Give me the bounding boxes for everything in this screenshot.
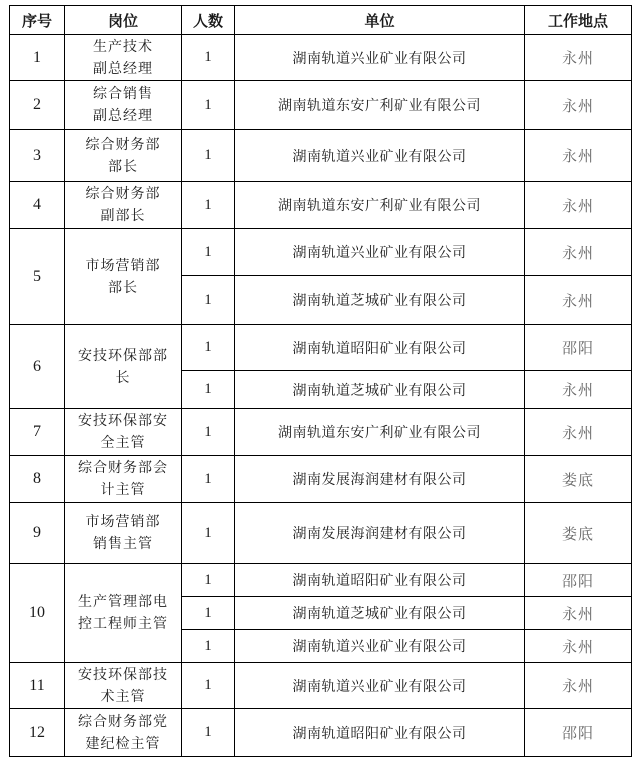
unit-cell: 湖南轨道芝城矿业有限公司 bbox=[235, 276, 525, 325]
count-cell: 1 bbox=[182, 35, 235, 81]
location-cell: 邵阳 bbox=[525, 325, 632, 371]
position-line-2: 副总经理 bbox=[93, 108, 153, 124]
position-line-2: 控工程师主管 bbox=[78, 616, 168, 632]
header-unit: 单位 bbox=[235, 6, 525, 35]
count-cell: 1 bbox=[182, 709, 235, 757]
unit-cell: 湖南轨道昭阳矿业有限公司 bbox=[235, 709, 525, 757]
count-cell: 1 bbox=[182, 325, 235, 371]
position-cell bbox=[65, 229, 182, 325]
position-line-1: 生产管理部电 bbox=[78, 594, 168, 610]
position-line-1: 综合财务部党 bbox=[78, 713, 168, 730]
position-line-2: 副总经理 bbox=[93, 60, 153, 77]
count-cell: 1 bbox=[182, 409, 235, 456]
seq-cell: 5 bbox=[10, 229, 65, 325]
seq-cell: 6 bbox=[10, 325, 65, 409]
count-cell: 1 bbox=[182, 597, 235, 630]
header-row bbox=[10, 6, 632, 35]
table-row bbox=[10, 35, 632, 81]
seq-cell: 10 bbox=[10, 564, 65, 663]
position-cell bbox=[65, 325, 182, 409]
position-cell bbox=[65, 409, 182, 456]
position-line-2: 全主管 bbox=[100, 435, 146, 451]
table-row bbox=[10, 503, 632, 564]
header-count: 人数 bbox=[182, 6, 235, 35]
count-cell: 1 bbox=[182, 81, 235, 130]
table-row bbox=[10, 182, 632, 229]
position-line-1: 综合财务部 bbox=[85, 136, 161, 153]
unit-cell: 湖南轨道兴业矿业有限公司 bbox=[235, 229, 525, 276]
seq-cell: 9 bbox=[10, 503, 65, 564]
position-line-2: 计主管 bbox=[100, 482, 146, 498]
seq-cell: 1 bbox=[10, 35, 65, 81]
position-cell bbox=[65, 35, 182, 81]
recruitment-table bbox=[9, 5, 632, 757]
seq-cell: 3 bbox=[10, 130, 65, 182]
count-cell: 1 bbox=[182, 456, 235, 503]
unit-cell: 湖南轨道昭阳矿业有限公司 bbox=[235, 564, 525, 597]
count-cell: 1 bbox=[182, 663, 235, 709]
location-cell: 永州 bbox=[525, 597, 632, 630]
position-line-1: 市场营销部 bbox=[85, 514, 161, 530]
count-cell: 1 bbox=[182, 564, 235, 597]
unit-cell: 湖南轨道昭阳矿业有限公司 bbox=[235, 325, 525, 371]
position-line-2: 术主管 bbox=[100, 688, 146, 705]
location-cell: 永州 bbox=[525, 663, 632, 709]
unit-cell: 湖南轨道东安广利矿业有限公司 bbox=[235, 409, 525, 456]
table-row bbox=[10, 663, 632, 709]
seq-cell: 11 bbox=[10, 663, 65, 709]
location-cell: 永州 bbox=[525, 35, 632, 81]
location-cell: 永州 bbox=[525, 130, 632, 182]
unit-cell: 湖南轨道兴业矿业有限公司 bbox=[235, 35, 525, 81]
position-cell bbox=[65, 81, 182, 130]
position-cell bbox=[65, 130, 182, 182]
position-line-1: 综合财务部 bbox=[85, 186, 161, 202]
location-cell: 永州 bbox=[525, 182, 632, 229]
count-cell: 1 bbox=[182, 371, 235, 409]
unit-cell: 湖南轨道东安广利矿业有限公司 bbox=[235, 81, 525, 130]
count-cell: 1 bbox=[182, 182, 235, 229]
location-cell: 娄底 bbox=[525, 503, 632, 564]
table-row bbox=[10, 229, 632, 276]
position-line-2: 部长 bbox=[108, 158, 138, 175]
seq-cell: 12 bbox=[10, 709, 65, 757]
unit-cell: 湖南轨道兴业矿业有限公司 bbox=[235, 130, 525, 182]
position-line-1: 市场营销部 bbox=[85, 257, 161, 274]
position-line-1: 综合财务部会 bbox=[78, 460, 168, 476]
count-cell: 1 bbox=[182, 276, 235, 325]
position-line-1: 安技环保部安 bbox=[78, 413, 168, 429]
unit-cell: 湖南发展海润建材有限公司 bbox=[235, 456, 525, 503]
unit-cell: 湖南轨道东安广利矿业有限公司 bbox=[235, 182, 525, 229]
header-seq: 序号 bbox=[10, 6, 65, 35]
unit-cell: 湖南轨道芝城矿业有限公司 bbox=[235, 597, 525, 630]
position-line-2: 建纪检主管 bbox=[85, 735, 161, 752]
location-cell: 永州 bbox=[525, 81, 632, 130]
seq-cell: 7 bbox=[10, 409, 65, 456]
location-cell: 永州 bbox=[525, 409, 632, 456]
position-line-2: 销售主管 bbox=[93, 536, 153, 552]
table-row bbox=[10, 325, 632, 371]
seq-cell: 8 bbox=[10, 456, 65, 503]
position-line-1: 安技环保部技 bbox=[78, 666, 168, 683]
position-cell bbox=[65, 456, 182, 503]
header-position: 岗位 bbox=[65, 6, 182, 35]
table-row bbox=[10, 409, 632, 456]
table-row bbox=[10, 564, 632, 597]
position-cell bbox=[65, 709, 182, 757]
position-cell bbox=[65, 503, 182, 564]
unit-cell: 湖南轨道兴业矿业有限公司 bbox=[235, 630, 525, 663]
unit-cell: 湖南轨道芝城矿业有限公司 bbox=[235, 371, 525, 409]
position-cell bbox=[65, 564, 182, 663]
table-row bbox=[10, 81, 632, 130]
position-line-2: 部长 bbox=[108, 279, 138, 296]
seq-cell: 2 bbox=[10, 81, 65, 130]
position-cell bbox=[65, 663, 182, 709]
position-cell bbox=[65, 182, 182, 229]
position-line-1: 生产技术 bbox=[93, 38, 153, 55]
table-row bbox=[10, 456, 632, 503]
count-cell: 1 bbox=[182, 229, 235, 276]
location-cell: 永州 bbox=[525, 276, 632, 325]
table-row bbox=[10, 130, 632, 182]
table-row bbox=[10, 709, 632, 757]
location-cell: 娄底 bbox=[525, 456, 632, 503]
count-cell: 1 bbox=[182, 503, 235, 564]
position-line-1: 安技环保部部 bbox=[78, 347, 168, 364]
unit-cell: 湖南轨道兴业矿业有限公司 bbox=[235, 663, 525, 709]
location-cell: 永州 bbox=[525, 630, 632, 663]
location-cell: 永州 bbox=[525, 229, 632, 276]
header-location: 工作地点 bbox=[525, 6, 632, 35]
count-cell: 1 bbox=[182, 630, 235, 663]
position-line-1: 综合销售 bbox=[93, 86, 153, 102]
position-line-2: 长 bbox=[115, 369, 131, 386]
location-cell: 邵阳 bbox=[525, 564, 632, 597]
position-line-2: 副部长 bbox=[100, 208, 146, 224]
seq-cell: 4 bbox=[10, 182, 65, 229]
unit-cell: 湖南发展海润建材有限公司 bbox=[235, 503, 525, 564]
location-cell: 邵阳 bbox=[525, 709, 632, 757]
location-cell: 永州 bbox=[525, 371, 632, 409]
count-cell: 1 bbox=[182, 130, 235, 182]
